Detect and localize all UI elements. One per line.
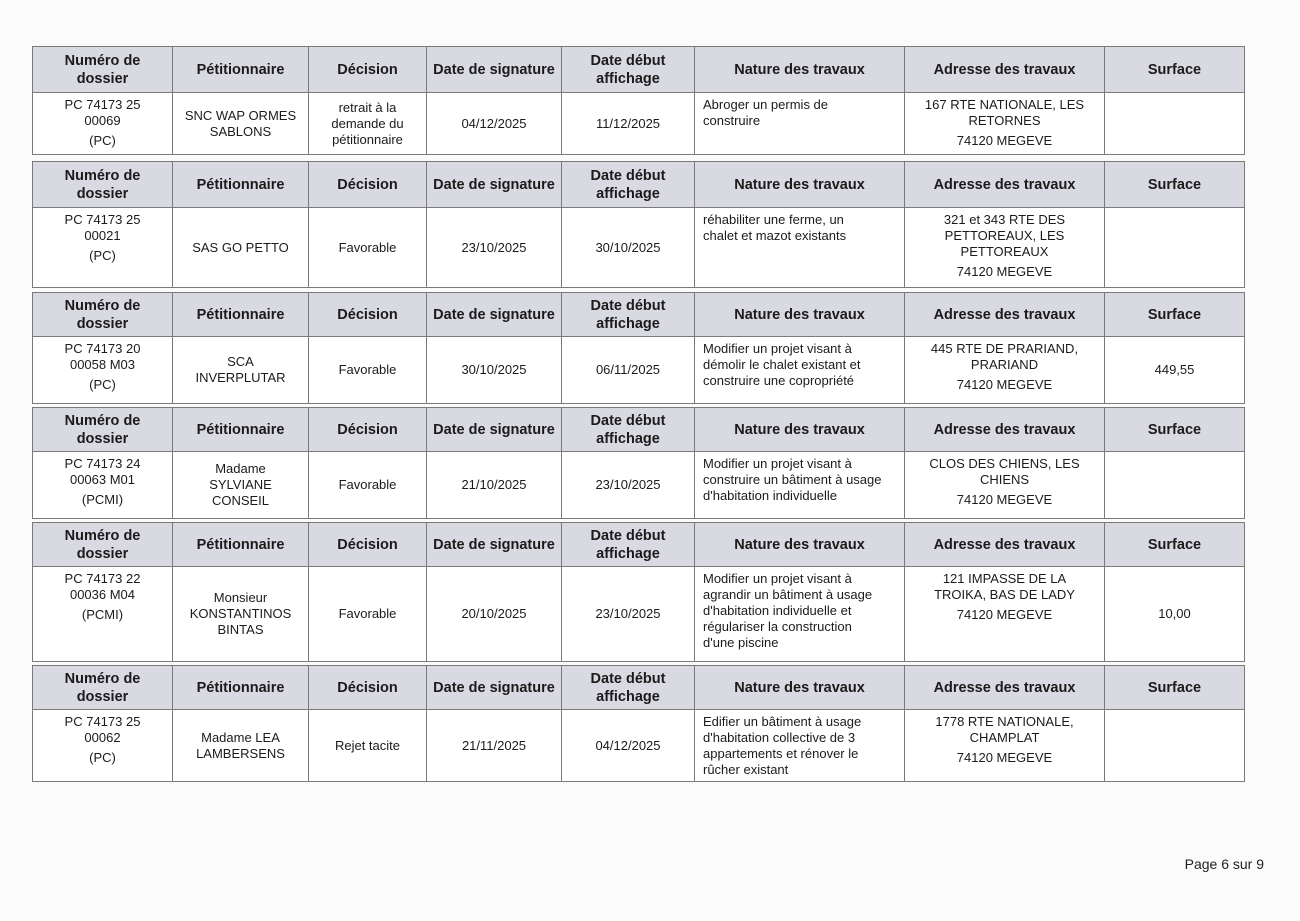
cell-decision <box>309 93 427 155</box>
cell-decision <box>309 710 427 782</box>
text-line: Madame LEA <box>201 729 280 745</box>
text-line: Rejet tacite <box>334 737 401 753</box>
text-line: PC 74173 25 <box>64 714 141 729</box>
cell-date-affichage: 23/10/2025 <box>562 452 695 519</box>
text-line: construire une copropriété <box>703 373 855 388</box>
text-line: Modifier un projet visant à <box>703 571 852 586</box>
header-adresse: Adresse des travaux <box>905 47 1105 93</box>
header-numero: Numéro de dossier <box>33 293 173 337</box>
cell-surface: 449,55 <box>1105 337 1245 404</box>
text-line: d'habitation individuelle et <box>703 603 852 618</box>
text-line: SABLONS <box>209 123 272 139</box>
text-line: Abroger un permis de <box>703 97 829 112</box>
cell-numero <box>33 93 173 155</box>
text-line: Modifier un projet visant à <box>703 341 852 356</box>
header-date-signature: Date de signature <box>427 408 562 452</box>
text-line: démolir le chalet existant et <box>703 357 861 372</box>
text-line: 00021 <box>84 228 121 243</box>
header-row <box>33 293 1245 337</box>
cell-date-signature: 21/11/2025 <box>427 710 562 782</box>
cell-decision <box>309 208 427 288</box>
header-date-signature: Date de signature <box>427 162 562 208</box>
header-surface: Surface <box>1105 47 1245 93</box>
address-city: 74120 MEGEVE <box>956 492 1053 507</box>
cell-numero <box>33 567 173 662</box>
text-line: Monsieur <box>213 590 268 605</box>
header-surface: Surface <box>1105 666 1245 710</box>
cell-numero <box>33 337 173 404</box>
text-line: CONSEIL <box>211 493 270 508</box>
header-petitionnaire: Pétitionnaire <box>173 162 309 208</box>
header-petitionnaire: Pétitionnaire <box>173 47 309 93</box>
text-line: PRARIAND <box>970 357 1039 372</box>
text-line: SNC WAP ORMES <box>184 107 297 123</box>
text-line: PC 74173 24 <box>64 456 141 471</box>
text-line: RETORNES <box>968 113 1041 128</box>
text-line: PC 74173 20 <box>64 341 141 356</box>
cell-nature <box>695 710 905 782</box>
text-line: d'une piscine <box>703 635 779 650</box>
header-surface: Surface <box>1105 523 1245 567</box>
header-surface: Surface <box>1105 293 1245 337</box>
header-decision: Décision <box>309 162 427 208</box>
header-surface: Surface <box>1105 408 1245 452</box>
header-numero: Numéro de dossier <box>33 666 173 710</box>
text-line: 167 RTE NATIONALE, LES <box>924 97 1085 112</box>
cell-nature <box>695 452 905 519</box>
text-line: demande du <box>331 115 404 131</box>
text-line: agrandir un bâtiment à usage <box>703 587 873 602</box>
text-line: PETTOREAUX <box>960 244 1049 259</box>
text-line: pétitionnaire <box>332 131 403 147</box>
cell-surface <box>1105 93 1245 155</box>
cell-decision <box>309 337 427 404</box>
permit-table <box>32 161 1245 288</box>
text-line: chalet et mazot existants <box>703 228 847 243</box>
text-line: SCA <box>227 354 254 369</box>
text-line: TROIKA, BAS DE LADY <box>934 587 1075 602</box>
header-adresse: Adresse des travaux <box>905 162 1105 208</box>
table-row <box>33 93 1245 155</box>
header-petitionnaire: Pétitionnaire <box>173 293 309 337</box>
text-line: rûcher existant <box>703 762 789 777</box>
cell-date-signature: 30/10/2025 <box>427 337 562 404</box>
header-adresse: Adresse des travaux <box>905 666 1105 710</box>
address-city: 74120 MEGEVE <box>956 607 1053 622</box>
header-nature: Nature des travaux <box>695 47 905 93</box>
dossier-type: (PC) <box>89 750 116 765</box>
header-date-affichage: Date début affichage <box>562 47 695 93</box>
header-date-signature: Date de signature <box>427 293 562 337</box>
cell-adresse <box>905 208 1105 288</box>
text-line: INVERPLUTAR <box>195 370 286 385</box>
text-line: SAS GO PETTO <box>192 239 289 255</box>
text-line: PETTOREAUX, LES <box>944 228 1065 243</box>
header-row <box>33 523 1245 567</box>
table-row <box>33 208 1245 288</box>
text-line: PC 74173 25 <box>64 212 141 227</box>
address-city: 74120 MEGEVE <box>956 264 1053 279</box>
header-nature: Nature des travaux <box>695 162 905 208</box>
text-line: Modifier un projet visant à <box>703 456 852 471</box>
text-line: Favorable <box>338 477 397 492</box>
cell-date-signature: 04/12/2025 <box>427 93 562 155</box>
header-date-affichage: Date début affichage <box>562 408 695 452</box>
cell-nature <box>695 567 905 662</box>
text-line: construire <box>703 113 761 128</box>
header-date-signature: Date de signature <box>427 523 562 567</box>
cell-petitionnaire <box>173 452 309 519</box>
text-line: Favorable <box>338 606 397 621</box>
header-numero: Numéro de dossier <box>33 408 173 452</box>
header-date-signature: Date de signature <box>427 47 562 93</box>
text-line: Edifier un bâtiment à usage <box>703 714 862 729</box>
permit-table <box>32 46 1245 155</box>
text-line: KONSTANTINOS <box>189 606 292 621</box>
text-line: 00058 M03 <box>69 357 136 372</box>
header-row <box>33 666 1245 710</box>
header-nature: Nature des travaux <box>695 523 905 567</box>
address-city: 74120 MEGEVE <box>956 377 1053 392</box>
header-decision: Décision <box>309 523 427 567</box>
cell-nature <box>695 337 905 404</box>
header-numero: Numéro de dossier <box>33 162 173 208</box>
cell-numero <box>33 452 173 519</box>
cell-date-signature: 20/10/2025 <box>427 567 562 662</box>
header-row <box>33 408 1245 452</box>
header-petitionnaire: Pétitionnaire <box>173 666 309 710</box>
dossier-type: (PCMI) <box>81 492 124 507</box>
text-line: régulariser la construction <box>703 619 852 634</box>
header-numero: Numéro de dossier <box>33 47 173 93</box>
text-line: 00063 M01 <box>69 472 136 487</box>
text-line: PC 74173 22 <box>64 571 141 586</box>
text-line: d'habitation collective de 3 <box>703 730 856 745</box>
header-decision: Décision <box>309 293 427 337</box>
permit-table <box>32 292 1245 404</box>
page-number: Page 6 sur 9 <box>1184 856 1264 872</box>
text-line: 00036 M04 <box>69 587 136 602</box>
cell-date-signature: 23/10/2025 <box>427 208 562 288</box>
dossier-type: (PC) <box>89 248 116 263</box>
text-line: appartements et rénover le <box>703 746 859 761</box>
cell-date-signature: 21/10/2025 <box>427 452 562 519</box>
header-nature: Nature des travaux <box>695 666 905 710</box>
cell-adresse <box>905 93 1105 155</box>
cell-numero <box>33 710 173 782</box>
header-date-affichage: Date début affichage <box>562 293 695 337</box>
text-line: d'habitation individuelle <box>703 488 838 503</box>
cell-petitionnaire <box>173 208 309 288</box>
cell-petitionnaire <box>173 337 309 404</box>
text-line: retrait à la <box>338 99 397 115</box>
header-numero: Numéro de dossier <box>33 523 173 567</box>
cell-petitionnaire <box>173 567 309 662</box>
cell-nature <box>695 93 905 155</box>
cell-numero <box>33 208 173 288</box>
header-nature: Nature des travaux <box>695 408 905 452</box>
table-row <box>33 567 1245 662</box>
header-nature: Nature des travaux <box>695 293 905 337</box>
text-line: construire un bâtiment à usage <box>703 472 882 487</box>
dossier-type: (PCMI) <box>81 607 124 622</box>
text-line: 00069 <box>84 113 121 128</box>
text-line: 00062 <box>84 730 121 745</box>
text-line: PC 74173 25 <box>64 97 141 112</box>
text-line: Favorable <box>338 239 397 255</box>
address-city: 74120 MEGEVE <box>956 750 1053 765</box>
cell-surface: 10,00 <box>1105 567 1245 662</box>
header-petitionnaire: Pétitionnaire <box>173 408 309 452</box>
cell-surface <box>1105 208 1245 288</box>
header-surface: Surface <box>1105 162 1245 208</box>
header-date-affichage: Date début affichage <box>562 523 695 567</box>
cell-decision <box>309 452 427 519</box>
text-line: 121 IMPASSE DE LA <box>942 571 1067 586</box>
cell-adresse <box>905 337 1105 404</box>
text-line: Madame <box>215 461 266 476</box>
header-decision: Décision <box>309 666 427 710</box>
header-row <box>33 162 1245 208</box>
cell-adresse <box>905 452 1105 519</box>
text-line: 321 et 343 RTE DES <box>943 212 1066 227</box>
cell-petitionnaire <box>173 710 309 782</box>
text-line: 1778 RTE NATIONALE, <box>935 714 1074 729</box>
text-line: CLOS DES CHIENS, LES <box>929 456 1080 471</box>
text-line: 445 RTE DE PRARIAND, <box>930 341 1079 356</box>
header-date-affichage: Date début affichage <box>562 162 695 208</box>
header-petitionnaire: Pétitionnaire <box>173 523 309 567</box>
header-row <box>33 47 1245 93</box>
text-line: réhabiliter une ferme, un <box>703 212 844 227</box>
text-line: CHIENS <box>979 472 1030 487</box>
table-row <box>33 337 1245 404</box>
text-line: CHAMPLAT <box>969 730 1040 745</box>
permit-table <box>32 407 1245 519</box>
header-adresse: Adresse des travaux <box>905 408 1105 452</box>
cell-surface <box>1105 452 1245 519</box>
header-decision: Décision <box>309 47 427 93</box>
text-line: LAMBERSENS <box>196 745 285 761</box>
text-line: Favorable <box>338 362 397 377</box>
header-adresse: Adresse des travaux <box>905 523 1105 567</box>
cell-decision <box>309 567 427 662</box>
dossier-type: (PC) <box>89 133 116 148</box>
header-adresse: Adresse des travaux <box>905 293 1105 337</box>
permit-table <box>32 522 1245 662</box>
text-line: BINTAS <box>217 622 264 637</box>
table-row <box>33 452 1245 519</box>
cell-date-affichage: 30/10/2025 <box>562 208 695 288</box>
cell-date-affichage: 04/12/2025 <box>562 710 695 782</box>
permit-table <box>32 665 1245 782</box>
address-city: 74120 MEGEVE <box>956 133 1053 148</box>
cell-date-affichage: 23/10/2025 <box>562 567 695 662</box>
header-date-affichage: Date début affichage <box>562 666 695 710</box>
text-line: SYLVIANE <box>209 477 272 492</box>
cell-surface <box>1105 710 1245 782</box>
cell-adresse <box>905 710 1105 782</box>
cell-date-affichage: 11/12/2025 <box>562 93 695 155</box>
cell-nature <box>695 208 905 288</box>
table-row <box>33 710 1245 782</box>
cell-petitionnaire <box>173 93 309 155</box>
header-decision: Décision <box>309 408 427 452</box>
cell-adresse <box>905 567 1105 662</box>
dossier-type: (PC) <box>89 377 116 392</box>
cell-date-affichage: 06/11/2025 <box>562 337 695 404</box>
header-date-signature: Date de signature <box>427 666 562 710</box>
